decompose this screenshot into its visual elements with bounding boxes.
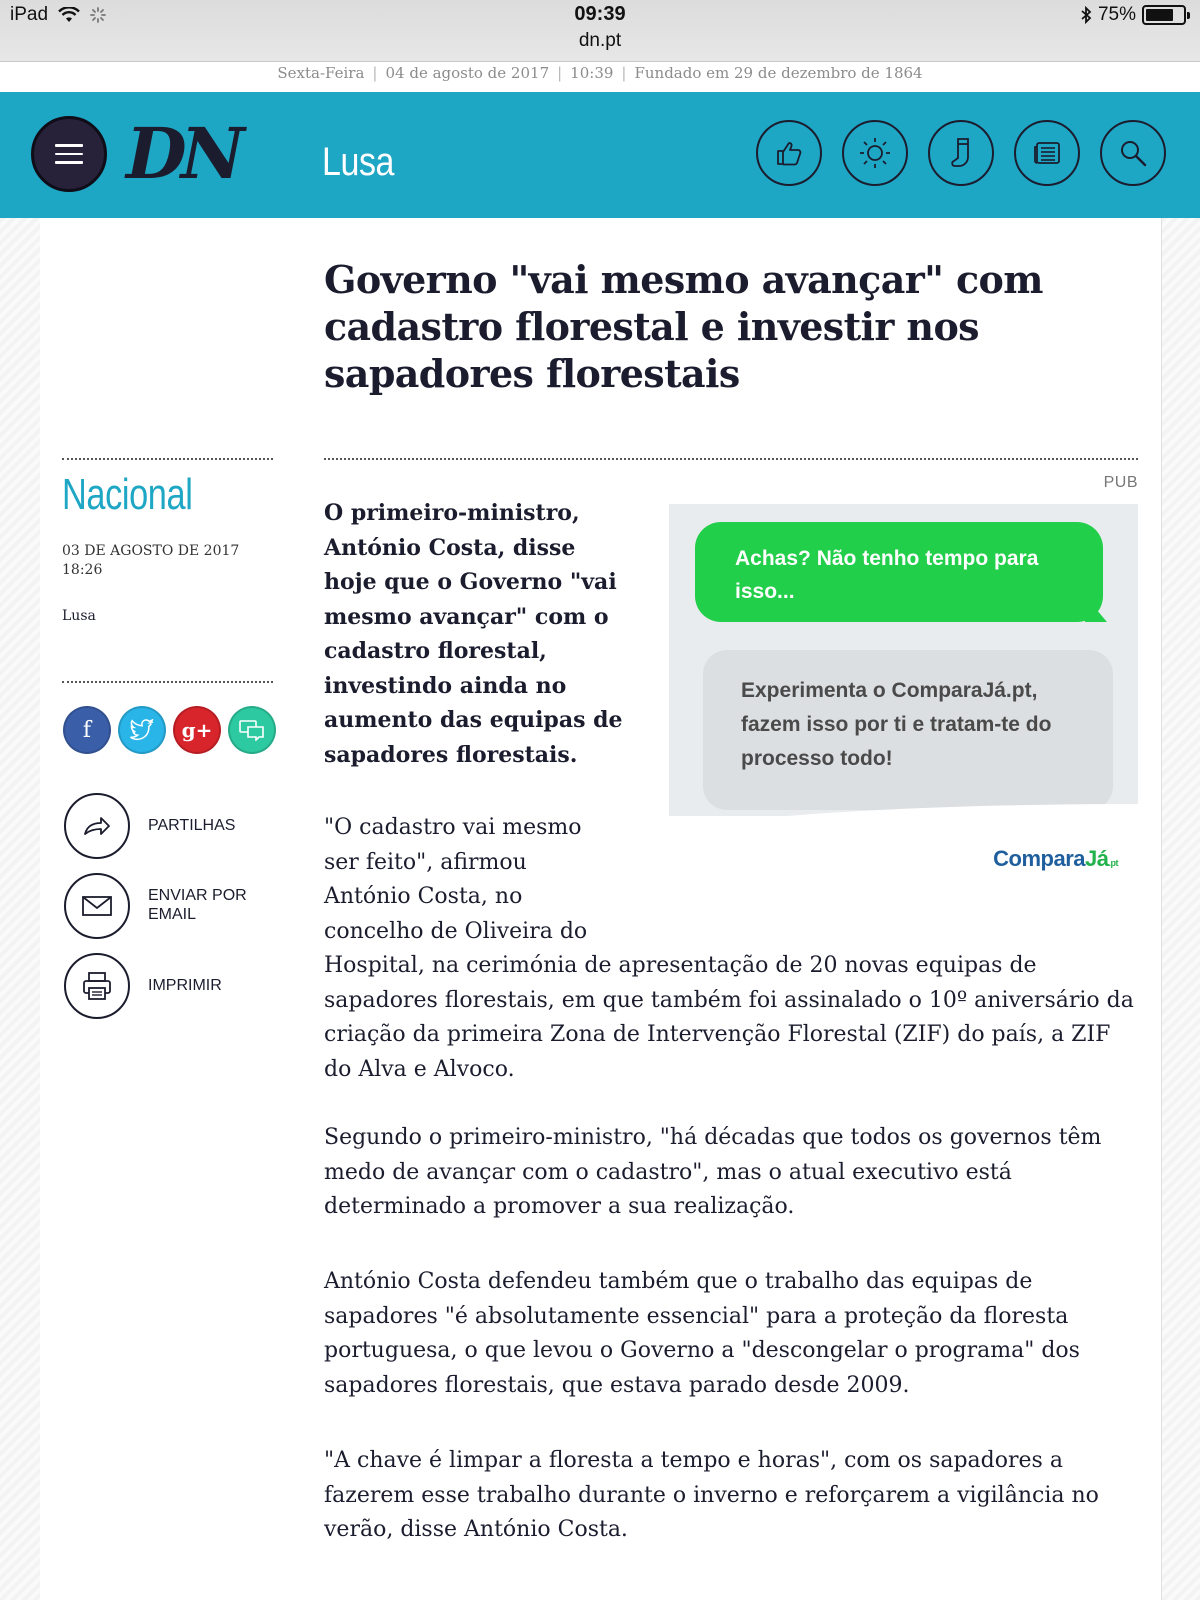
p1-line: "O cadastro vai mesmo [324, 815, 582, 840]
p1-line: António Costa, no [324, 884, 523, 909]
speech-bubbles-icon [238, 719, 266, 741]
thumbs-up-icon[interactable] [756, 120, 822, 186]
clock: 09:39 [574, 3, 626, 25]
battery-fill [1146, 9, 1173, 21]
comparaja-logo [993, 846, 1118, 872]
dateline-founded: Fundado em 29 de dezembro de 1864 [634, 64, 923, 82]
status-right [1080, 4, 1186, 26]
article-date-day: 03 DE AGOSTO DE 2017 [62, 543, 240, 559]
google-plus-icon[interactable] [173, 706, 221, 754]
email-label[interactable]: ENVIAR POR EMAIL [148, 887, 247, 923]
ios-status-bar [0, 0, 1200, 62]
logo-ja: Já [1085, 846, 1109, 871]
print-label[interactable]: IMPRIMIR [148, 977, 222, 994]
newspaper-icon[interactable] [1014, 120, 1080, 186]
ad-bubble-green: Achas? Não tenho tempo para isso... [695, 522, 1103, 622]
share-label[interactable]: PARTILHAS [148, 817, 236, 834]
ad-bubble-tail [1085, 596, 1107, 622]
site-header [0, 92, 1200, 218]
article-headline: Governo "vai mesmo avançar" com cadastro florestal e investir nos sapadores florestais [324, 257, 1043, 396]
article-date-time: 18:26 [62, 562, 103, 578]
share-button[interactable] [64, 793, 130, 859]
search-icon[interactable] [1100, 120, 1166, 186]
email-button[interactable] [64, 873, 130, 939]
divider [62, 681, 273, 683]
hamburger-line [55, 153, 83, 156]
sun-icon[interactable] [842, 120, 908, 186]
battery-percent: 75% [1097, 4, 1136, 25]
category-link[interactable]: Nacional [62, 470, 193, 519]
hamburger-line [55, 144, 83, 147]
ad-label: PUB [1103, 474, 1138, 491]
p1-line: ser feito", afirmou [324, 849, 527, 875]
article-date [62, 542, 239, 580]
divider [324, 458, 1138, 460]
p1-line: concelho de Oliveira do [324, 918, 588, 944]
envelope-icon [80, 889, 114, 923]
address-bar[interactable]: dn.pt [578, 30, 622, 51]
article-author: Lusa [62, 608, 96, 624]
dateline-weekday: Sexta-Feira [277, 64, 365, 82]
device-name: iPad [10, 4, 49, 25]
advertisement[interactable] [669, 504, 1138, 894]
article-paragraph-1-wrap [324, 811, 624, 949]
menu-button[interactable] [31, 116, 107, 192]
right-margin [1162, 218, 1200, 1600]
article-paragraph-2: Segundo o primeiro-ministro, "há décadas que todos os governos têm medo de avançar com o cadastro", mas o atual executivo está determinado a promover a sua realização. [324, 1125, 1102, 1219]
left-margin [0, 218, 40, 1600]
article-paragraph-1: Hospital, na cerimónia de apresentação de 20 novas equipas de sapadores florestais, em que também foi assinalado o 10º aniversário da criação da primeira Zona de Intervenção Florestal (ZIF) do país, a ZIF do Alva e Alvoco. [324, 953, 1134, 1082]
share-arrow-icon [80, 809, 114, 843]
bluetooth-icon [1080, 6, 1092, 24]
section-title[interactable]: Lusa [322, 140, 395, 184]
dateline-date: 04 de agosto de 2017 [385, 64, 550, 82]
ad-bubble-grey: Experimenta o ComparaJá.pt, fazem isso por ti e tratam-te do processo todo! [703, 650, 1113, 810]
twitter-icon[interactable] [118, 706, 166, 754]
battery-icon [1142, 5, 1186, 25]
article-lead: O primeiro-ministro, António Costa, disse hoje que o Governo "vai mesmo avançar" com o cadastro florestal, investindo ainda no aumento das equipas de sapadores florestais. [324, 500, 623, 768]
logo-main: Compara [993, 846, 1086, 871]
hamburger-line [55, 161, 83, 164]
comments-icon[interactable] [228, 706, 276, 754]
print-button[interactable] [64, 953, 130, 1019]
dateline: Sexta-Feira | 04 de agosto de 2017 | 10:39 | Fundado em 29 de dezembro de 1864 [0, 62, 1200, 92]
printer-icon [80, 969, 114, 1003]
article-paragraph-4: "A chave é limpar a floresta a tempo e horas", com os sapadores a fazerem esse trabalho durante o inverno e reforçarem a vigilância no verão, disse António Costa. [324, 1448, 1099, 1542]
sock-icon[interactable] [928, 120, 994, 186]
dn-logo[interactable]: DN [126, 112, 239, 195]
divider [62, 458, 273, 460]
dateline-time: 10:39 [570, 64, 614, 82]
twitter-bird-icon [129, 719, 155, 741]
logo-tld: .pt [1108, 858, 1118, 868]
facebook-icon[interactable] [63, 706, 111, 754]
article-paragraph-3: António Costa defendeu também que o trabalho das equipas de sapadores "é absolutamente essencial" para a proteção da floresta portuguesa, o que levou o Governo a "descongelar o programa" dos sapadores florestais, que estava parado desde 2009. [324, 1269, 1080, 1398]
facebook-glyph: f [82, 717, 92, 743]
google-plus-glyph: g+ [181, 718, 213, 742]
